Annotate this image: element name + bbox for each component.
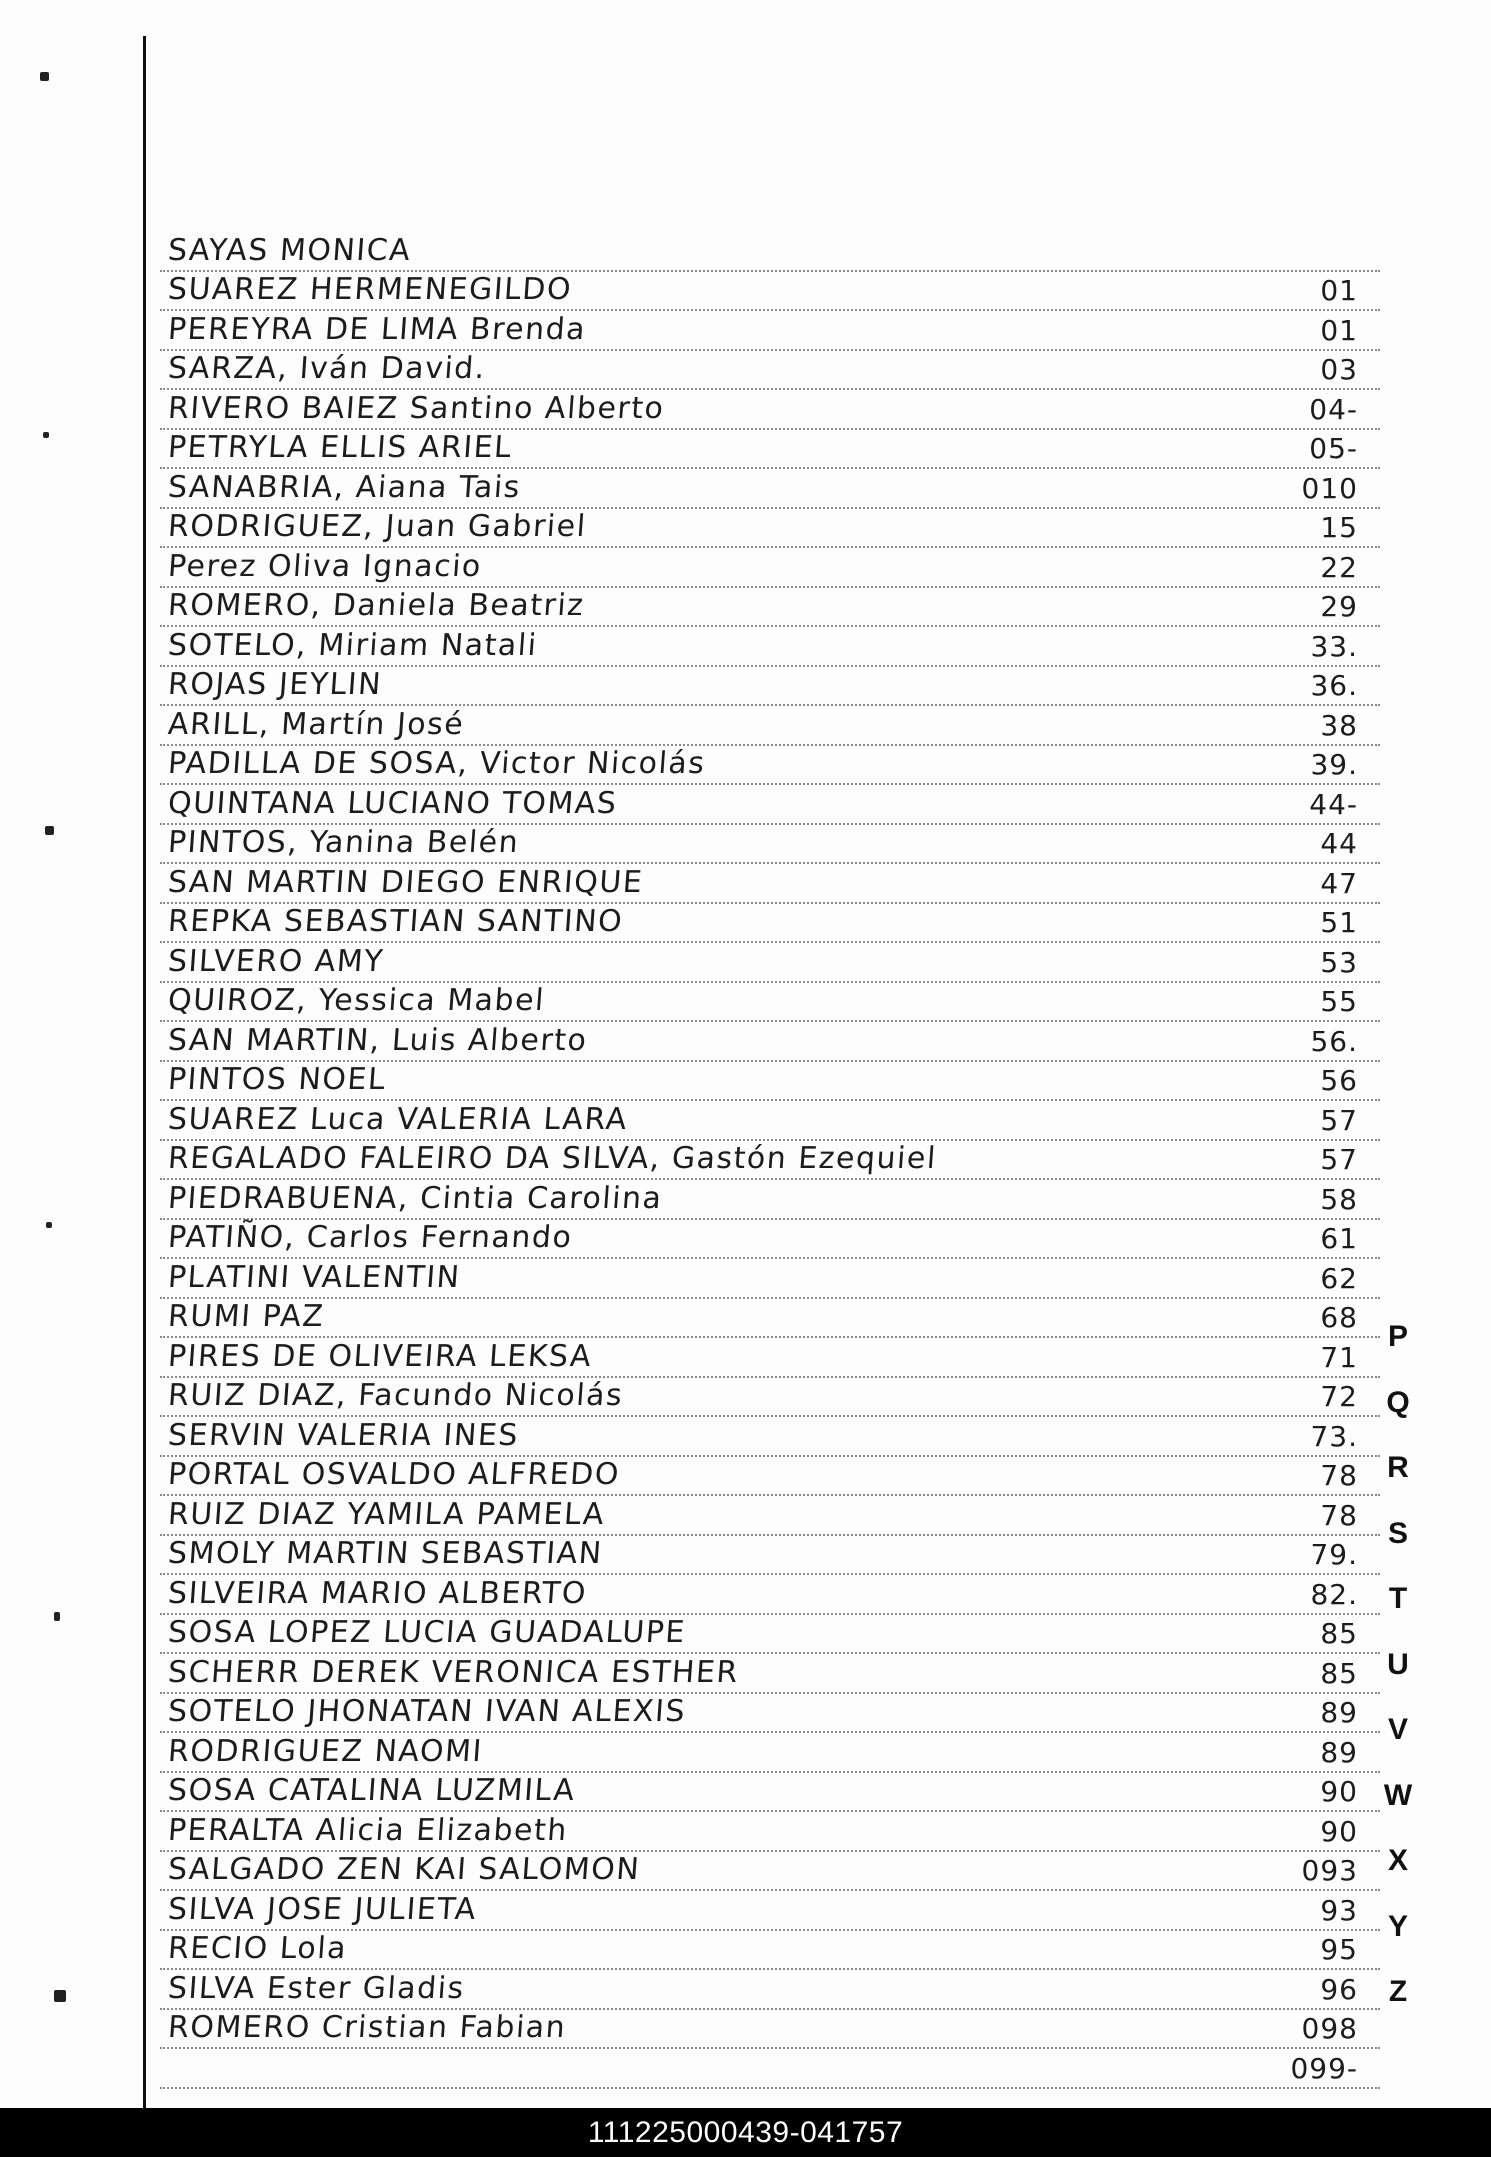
entry-number: 56.: [1310, 1024, 1358, 1058]
list-item: [160, 1101, 1380, 1141]
entry-name: SOSA CATALINA LUZMILA: [166, 1773, 577, 1808]
list-item: [160, 390, 1380, 430]
entry-number: 89: [1320, 1735, 1358, 1769]
entry-name: SMOLY MARTIN SEBASTIAN: [166, 1536, 604, 1571]
index-tab: U: [1387, 1647, 1409, 1681]
entry-number: 44: [1320, 827, 1358, 860]
entry-name: SILVA JOSE JULIETA: [166, 1891, 479, 1927]
entry-number: 72: [1320, 1380, 1358, 1413]
entry-number: 85: [1320, 1656, 1358, 1690]
list-item: [160, 1970, 1380, 2010]
entry-number: 15: [1320, 511, 1358, 544]
list-item: [160, 2010, 1380, 2050]
index-tab: V: [1387, 1713, 1408, 1746]
entry-number: 96: [1320, 1972, 1358, 2006]
entry-number: 05-: [1309, 432, 1358, 465]
entry-name: RUIZ DIAZ, Facundo Nicolás: [166, 1378, 625, 1413]
index-tab: Y: [1387, 1909, 1408, 1943]
list-item: [160, 1259, 1380, 1299]
list-item: [160, 548, 1380, 588]
list-item: [160, 983, 1380, 1023]
list-item: [160, 746, 1380, 786]
entry-name: SALGADO ZEN KAI SALOMON: [166, 1852, 642, 1887]
entry-number: 62: [1320, 1261, 1358, 1295]
list-item: [160, 1496, 1380, 1536]
list-item: [160, 1180, 1380, 1220]
entry-number: 57: [1320, 1103, 1358, 1137]
entry-number: 68: [1320, 1301, 1358, 1334]
entry-name: SILVEIRA MARIO ALBERTO: [166, 1575, 589, 1611]
entry-name: SERVIN VALERIA INES: [166, 1417, 521, 1453]
entry-number: 093: [1301, 1854, 1358, 1887]
alphabet-index-tabs: [1378, 1322, 1418, 2043]
binding-hole-mark: [40, 72, 49, 81]
binding-hole-mark: [46, 1222, 52, 1228]
index-tab: Q: [1386, 1385, 1410, 1419]
entry-name: SOTELO, Miriam Natali: [166, 627, 539, 663]
binding-hole-mark: [45, 826, 54, 835]
entry-number: 56: [1320, 1064, 1358, 1097]
entry-number: 82.: [1310, 1577, 1358, 1611]
entry-name: REGALADO FALEIRO DA SILVA, Gastón Ezequiel: [166, 1141, 938, 1176]
list-item: [160, 1773, 1380, 1813]
entry-name: SUAREZ HERMENEGILDO: [166, 272, 574, 307]
entry-number: 04-: [1309, 392, 1358, 426]
entry-number: 57: [1320, 1143, 1358, 1176]
entry-name: SANABRIA, Aiana Tais: [166, 469, 523, 505]
binding-hole-mark: [54, 1990, 66, 2002]
list-item: [160, 1733, 1380, 1773]
entry-name: SOTELO JHONATAN IVAN ALEXIS: [166, 1694, 688, 1729]
list-item: [160, 1891, 1380, 1931]
list-item: [160, 1338, 1380, 1378]
entry-name: ROMERO, Daniela Beatriz: [166, 588, 586, 623]
entry-number: 58: [1320, 1182, 1358, 1216]
list-item: [160, 272, 1380, 312]
entry-number: 38: [1320, 708, 1358, 742]
entry-name: PINTOS NOEL: [166, 1062, 388, 1097]
list-item: [160, 1457, 1380, 1497]
entry-name: QUIROZ, Yessica Mabel: [166, 983, 547, 1018]
entry-name: SILVA Ester Gladis: [166, 1970, 466, 2006]
list-item: [160, 1654, 1380, 1694]
entry-name: RIVERO BAIEZ Santino Alberto: [166, 390, 666, 426]
binding-hole-mark: [54, 1612, 60, 1621]
entry-number: 29: [1320, 590, 1358, 623]
entry-name: Perez Oliva Ignacio: [166, 548, 484, 584]
entry-number: 47: [1320, 866, 1358, 900]
entry-name: PEREYRA DE LIMA Brenda: [166, 311, 588, 347]
entry-number: 89: [1320, 1696, 1358, 1729]
list-item: [160, 1378, 1380, 1418]
list-item: [160, 1812, 1380, 1852]
entry-name: SOSA LOPEZ LUCIA GUADALUPE: [166, 1615, 688, 1650]
entry-name: ROJAS JEYLIN: [166, 667, 384, 702]
entry-name: PERALTA Alicia Elizabeth: [166, 1812, 570, 1848]
entry-number: 39.: [1310, 748, 1358, 781]
list-item: [160, 509, 1380, 549]
entry-number: 098: [1301, 2012, 1358, 2045]
entry-name: RODRIGUEZ, Juan Gabriel: [166, 509, 588, 544]
document-barcode-code: 111225000439-041757: [0, 2108, 1491, 2157]
entry-name: SARZA, Iván David.: [166, 351, 488, 386]
entry-number: 51: [1320, 906, 1358, 939]
margin-line: [143, 36, 146, 2108]
entry-number: 33.: [1310, 629, 1358, 663]
entry-number: 90: [1320, 1775, 1358, 1808]
entry-number: 01: [1320, 313, 1358, 347]
index-tab: W: [1383, 1778, 1413, 1812]
list-item: [160, 904, 1380, 944]
binding-hole-mark: [43, 432, 49, 438]
entry-number: 79.: [1310, 1538, 1358, 1571]
entry-number: 36.: [1310, 669, 1358, 702]
entry-number: 010: [1301, 471, 1358, 505]
name-list: [160, 232, 1380, 2089]
entry-number: 73.: [1310, 1419, 1358, 1453]
index-tab: X: [1387, 1844, 1408, 1877]
list-item: [160, 1575, 1380, 1615]
entry-name: PATIÑO, Carlos Fernando: [166, 1220, 574, 1255]
entry-number: 93: [1320, 1893, 1358, 1927]
list-item: [160, 1694, 1380, 1734]
entry-number: 90: [1320, 1814, 1358, 1848]
list-item: [160, 864, 1380, 904]
entry-name: PORTAL OSVALDO ALFREDO: [166, 1457, 622, 1492]
index-tab: Z: [1388, 1975, 1408, 2008]
index-tab: P: [1387, 1320, 1408, 1353]
list-item: [160, 1417, 1380, 1457]
list-item: [160, 588, 1380, 628]
entry-name: RECIO Lola: [166, 1931, 349, 1966]
entry-number: 71: [1320, 1340, 1358, 1374]
entry-number: 78: [1320, 1498, 1358, 1532]
list-item: [160, 943, 1380, 983]
entry-name: PADILLA DE SOSA, Victor Nicolás: [166, 746, 707, 781]
index-tab: T: [1388, 1582, 1408, 1615]
list-item: [160, 1299, 1380, 1339]
list-item: [160, 1931, 1380, 1971]
entry-number: 61: [1320, 1222, 1358, 1255]
list-item: [160, 1615, 1380, 1655]
list-item: [160, 1062, 1380, 1102]
entry-number: 22: [1320, 550, 1358, 584]
entry-name: PINTOS, Yanina Belén: [166, 825, 521, 860]
entry-number: 55: [1320, 985, 1358, 1018]
list-item: [160, 430, 1380, 470]
entry-number: 53: [1320, 945, 1358, 979]
list-item: [160, 785, 1380, 825]
entry-name: SAN MARTIN, Luis Alberto: [166, 1022, 589, 1058]
list-item: [160, 469, 1380, 509]
entry-name: SCHERR DEREK VERONICA ESTHER: [166, 1654, 740, 1690]
list-item: [160, 232, 1380, 272]
list-item: [160, 1220, 1380, 1260]
entry-number: 44-: [1309, 787, 1358, 821]
entry-name: PLATINI VALENTIN: [166, 1259, 462, 1295]
list-item: [160, 1022, 1380, 1062]
entry-number: 099-: [1290, 2051, 1358, 2085]
entry-name: PIRES DE OLIVEIRA LEKSA: [166, 1338, 594, 1374]
entry-name: ARILL, Martín José: [166, 706, 466, 742]
entry-number: 03: [1320, 353, 1358, 386]
entry-name: ROMERO Cristian Fabian: [166, 2010, 568, 2045]
index-tab: R: [1387, 1451, 1409, 1484]
entry-name: REPKA SEBASTIAN SANTINO: [166, 904, 625, 939]
list-item: [160, 627, 1380, 667]
entry-number: 01: [1320, 274, 1358, 307]
entry-number: 78: [1320, 1459, 1358, 1492]
entry-name: QUINTANA LUCIANO TOMAS: [166, 785, 619, 821]
index-tab: S: [1387, 1516, 1408, 1550]
entry-name: PIEDRABUENA, Cintia Carolina: [166, 1180, 664, 1216]
entry-name: RODRIGUEZ NAOMI: [166, 1733, 485, 1769]
entry-name: RUMI PAZ: [166, 1299, 326, 1334]
list-item: [160, 351, 1380, 391]
entry-name: SAYAS MONICA: [166, 232, 413, 268]
entry-name: PETRYLA ELLIS ARIEL: [166, 430, 514, 465]
entry-name: SILVERO AMY: [166, 943, 386, 979]
list-item: [160, 706, 1380, 746]
list-item: [160, 1141, 1380, 1181]
list-item: [160, 825, 1380, 865]
entry-name: SAN MARTIN DIEGO ENRIQUE: [166, 864, 645, 900]
entry-name: SUAREZ Luca VALERIA LARA: [166, 1101, 629, 1137]
entry-name: RUIZ DIAZ YAMILA PAMELA: [166, 1496, 607, 1532]
list-item: [160, 667, 1380, 707]
list-item: [160, 311, 1380, 351]
list-item: [160, 2049, 1380, 2089]
entry-number: 95: [1320, 1933, 1358, 1966]
list-item: [160, 1852, 1380, 1892]
list-item: [160, 1536, 1380, 1576]
entry-number: 85: [1320, 1617, 1358, 1650]
